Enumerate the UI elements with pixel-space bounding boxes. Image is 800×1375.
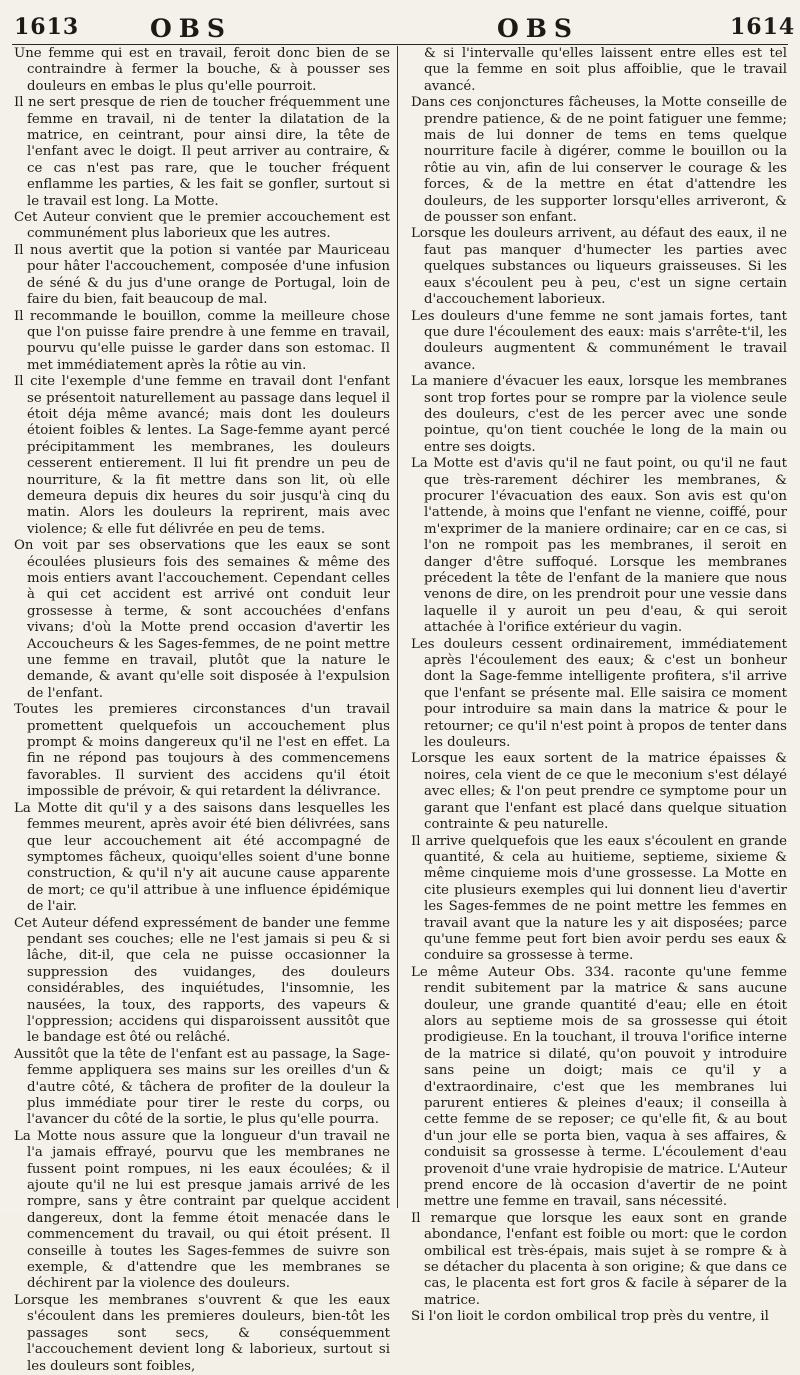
paragraph: La maniere d'évacuer les eaux, lorsque les membranes sont trop fortes pour se rompre par la violence seule des douleurs, c'est de les percer avec une sonde pointue, qu'on tient couchée le long de la main ou entre ses doigts. [411, 374, 787, 455]
left-column [14, 46, 390, 1374]
column-divider [397, 46, 398, 1208]
right-running-head: OBS [497, 14, 579, 43]
paragraph: On voit par ses observations que les eaux se sont écoulées plusieurs fois des semaines & même des mois entiers avant l'accouchement. Cependant celles à qui cet accident est arrivé ont conduit leur grossesse à terme, & sont accouchées d'enfans vivans; d'où la Motte prend occasion d'avertir les Accoucheurs & les Sages-femmes, de ne point mettre une femme en travail, plutôt que la nature le demande, & avant qu'elle soit disposée à l'expulsion de l'enfant. [14, 538, 390, 701]
header-rule [12, 44, 788, 45]
left-page-number: 1613 [14, 14, 80, 40]
right-column [411, 46, 787, 1325]
paragraph: Dans ces conjonctures fâcheuses, la Motte conseille de prendre patience, & de ne point fatiguer une femme; mais de lui donner de tems en tems quelque nourriture facile à digérer, comme le bouillon ou la rôtie au vin, afin de lui conserver le courage & les forces, & de la mettre en état d'attendre les douleurs, de les supporter lorsqu'elles arriveront, & de pousser son enfant. [411, 95, 787, 226]
paragraph: Si l'on lioit le cordon ombilical trop près du ventre, il [411, 1309, 769, 1325]
paragraph: La Motte est d'avis qu'il ne faut point, ou qu'il ne faut que très-rarement déchirer les membranes, & procurer l'évacuation des eaux. Son avis est qu'on l'attende, à moins que l'enfant ne vienne, coiffé, pour m'exprimer de la maniere ordinaire; car en ce cas, si l'on ne rompoit pas les membranes, il seroit en danger d'être suffoqué. Lorsque les membranes précedent la tête de l'enfant de la maniere que nous venons de dire, on les prendroit pour une vessie dans laquelle il y auroit un peu d'eau, & qui seroit attachée à l'orifice extérieur du vagin. [411, 456, 787, 636]
paragraph: Lorsque les membranes s'ouvrent & que les eaux s'écoulent dans les premieres douleurs, bien-tôt les passages sont secs, & conséquemment l'accouchement devient long & laborieux, surtout si les douleurs sont foibles, [14, 1292, 390, 1374]
paragraph: Toutes les premieres circonstances d'un travail promettent quelquefois un accouchement plus prompt & moins dangereux qu'il ne l'est en effet. La fin ne répond pas toujours à des commencemens favorables. Il survient des accidens qu'il étoit impossible de prévoir, & qui retardent la délivrance. [14, 702, 390, 800]
paragraph: Une femme qui est en travail, feroit donc bien de se contraindre à fermer la bouche, & à pousser ses douleurs en embas le plus qu'elle pourroit. [14, 46, 390, 94]
paragraph: Il recommande le bouillon, comme la meilleure chose que l'on puisse faire prendre à une femme en travail, pourvu qu'elle puisse le garder dans son estomac. Il met immédiatement après la rôtie au vin. [14, 308, 390, 373]
paragraph: Il arrive quelquefois que les eaux s'écoulent en grande quantité, & cela au huitieme, septieme, sixieme & même cinquieme mois d'une grossesse. La Motte en cite plusieurs exemples qui lui donnent lieu d'avertir les Sages-femmes de ne point mettre les femmes en travail avant que la nature les y ait disposées; parce qu'une femme peut fort bien avoir perdu ses eaux & conduire sa grossesse à terme. [411, 833, 787, 964]
paragraph: Cet Auteur convient que le premier accouchement est communément plus laborieux que les autres. [14, 210, 390, 242]
paragraph: Les douleurs d'une femme ne sont jamais fortes, tant que dure l'écoulement des eaux: mais s'arrête-t'il, les douleurs augmentent & communément le travail avance. [411, 308, 787, 373]
paragraph: Aussitôt que la tête de l'enfant est au passage, la Sage-femme appliquera ses mains sur les oreilles d'un & d'autre côté, & tâchera de profiter de la douleur la plus immédiate pour tirer le reste du corps, ou l'avancer du côté de la sortie, le plus qu'elle pourra. [14, 1046, 390, 1128]
paragraph: Lorsque les douleurs arrivent, au défaut des eaux, il ne faut pas manquer d'humecter les parties avec quelques substances ou liqueurs graisseuses. Si les eaux s'écoulent peu à peu, c'est un signe certain d'accouchement laborieux. [411, 226, 787, 308]
paragraph: Il ne sert presque de rien de toucher fréquemment une femme en travail, ni de tenter la dilatation de la matrice, en ceintrant, pour ainsi dire, la tête de l'enfant avec le doigt. Il peut arriver au contraire, & ce cas n'est pas rare, que le toucher fréquent enflamme les parties, & les fait se gonfler, surtout si le travail est long. La Motte. [14, 95, 390, 209]
paragraph: La Motte nous assure que la longueur d'un travail ne l'a jamais effrayé, pourvu que les membranes ne fussent point rompues, ni les eaux écoulées; & il ajoute qu'il ne lui est presque jamais arrivé de les rompre, sans y être contraint par quelque accident dangereux, dont la femme étoit menacée dans le commencement du travail, ou qui étoit présent. Il conseille à toutes les Sages-femmes de suivre son exemple, & d'attendre que les membranes se déchirent par la violence des douleurs. [14, 1128, 390, 1292]
right-page-number: 1614 [730, 14, 796, 40]
paragraph: Le même Auteur Obs. 334. raconte qu'une femme rendit subitement par la matrice & sans aucune douleur, une grande quantité d'eau; elle en étoit alors au septieme mois de sa grossesse qui étoit prodigieuse. En la touchant, il trouva l'orifice interne de la matrice si dilaté, qu'on pouvoit y introduire sans peine un doigt; mais ce qu'il y a d'extraordinaire, c'est que les membranes lui parurent entieres & pleines d'eaux; il conseilla à cette femme de se reposer; ce qu'elle fit, & au bout d'un jour elle se porta bien, vaqua à ses affaires, & conduisit sa grossesse à terme. L'écoulement d'eau provenoit d'une vraie hydropisie de matrice. L'Auteur prend encore de là occasion d'avertir de ne point mettre une femme en travail, sans nécessité. [411, 964, 787, 1210]
paragraph: Lorsque les eaux sortent de la matrice épaisses & noires, cela vient de ce que le meconium s'est délayé avec elles; & l'on peut prendre ce symptome pour un garant que l'enfant est placé dans quelque situation contrainte & peu naturelle. [411, 751, 787, 833]
paragraph: Cet Auteur défend expressément de bander une femme pendant ses couches; elle ne l'est jamais si peu & si lâche, dit-il, que cela ne puisse occasionner la suppression des vuidanges, des douleurs considérables, des inquiétudes, l'insomnie, les nausées, la toux, des rapports, des vapeurs & l'oppression; accidens qui disparoissent aussitôt que le bandage est ôté ou relâché. [14, 915, 390, 1046]
paragraph: Il remarque que lorsque les eaux sont en grande abondance, l'enfant est foible ou mort: que le cordon ombilical est très-épais, mais sujet à se rompre & à se détacher du placenta à son origine; & que dans ce cas, le placenta est fort gros & facile à séparer de la matrice. [411, 1210, 787, 1308]
paragraph: Les douleurs cessent ordinairement, immédiatement après l'écoulement des eaux; & c'est un bonheur dont la Sage-femme intelligente profitera, s'il arrive que l'enfant se présente mal. Elle saisira ce moment pour introduire sa main dans la matrice & pour le retourner; ce qu'il n'est point à propos de tenter dans les douleurs. [411, 636, 787, 751]
paragraph: Il cite l'exemple d'une femme en travail dont l'enfant se présentoit naturellement au passage dans lequel il étoit déja même avancé; mais dont les douleurs étoient foibles & lentes. La Sage-femme ayant percé précipitamment les membranes, les douleurs cesserent entierement. Il lui fit prendre un peu de nourriture, & la fit mettre dans son lit, où elle demeura depuis dix heures du soir jusqu'à cinq du matin. Alors les douleurs la reprirent, mais avec violence; & elle fut délivrée en peu de tems. [14, 374, 390, 537]
continuation-paragraph: & si l'intervalle qu'elles laissent entre elles est tel que la femme en soit plus affoiblie, que le travail avancé. [424, 46, 787, 94]
paragraph: Il nous avertit que la potion si vantée par Mauriceau pour hâter l'accouchement, composée d'une infusion de séné & du jus d'une orange de Portugal, loin de faire du bien, fait beaucoup de mal. [14, 242, 390, 308]
paragraph: La Motte dit qu'il y a des saisons dans lesquelles les femmes meurent, après avoir été bien délivrées, sans que leur accouchement ait été accompagné de symptomes fâcheux, quoiqu'elles soient d'une bonne construction, & qu'il n'y ait aucune cause apparente de mort; ce qu'il attribue à une influence épidémique de l'air. [14, 800, 390, 915]
left-running-head: OBS [150, 14, 232, 43]
